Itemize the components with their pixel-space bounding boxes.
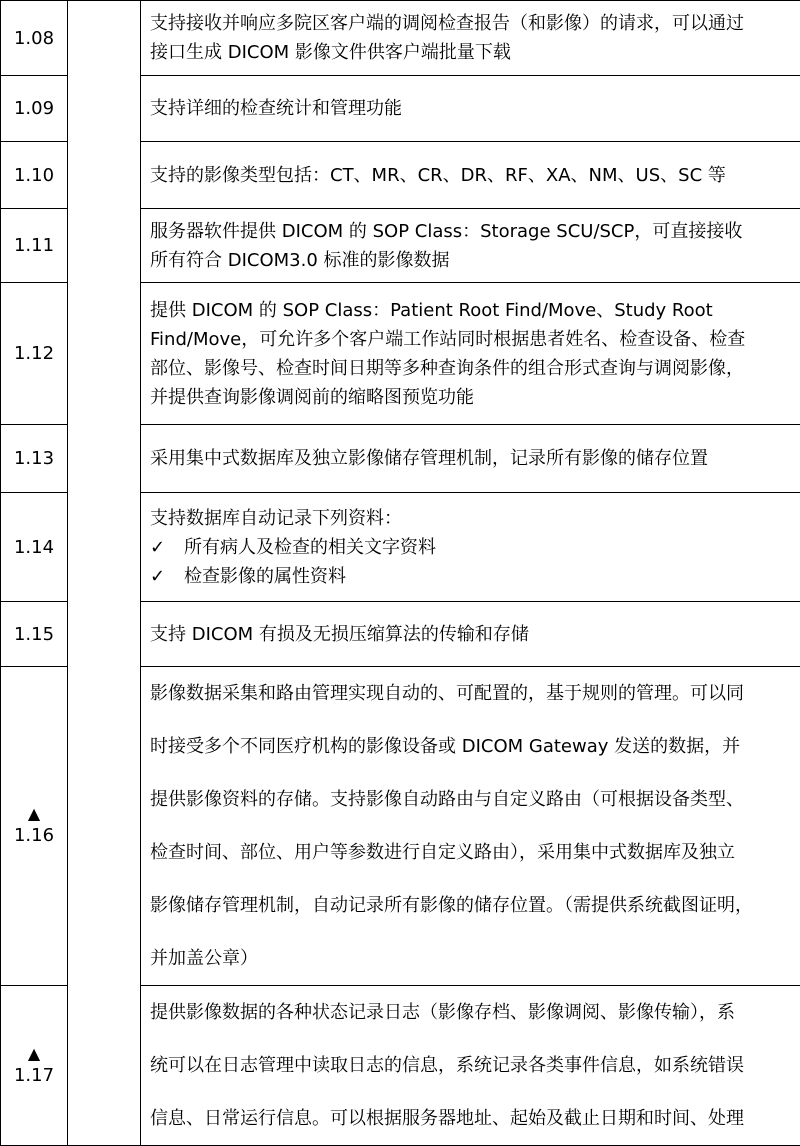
- item-number-text: 1.16: [1, 824, 67, 848]
- item-description: [141, 1, 800, 76]
- checkmark-icon: ✓: [150, 562, 184, 591]
- text-line: 采用集中式数据库及独立影像储存管理机制，记录所有影像的储存位置: [150, 444, 792, 473]
- item-number: 1.12: [1, 283, 68, 425]
- text-line: 部位、影像号、检查时间日期等多种查询条件的组合形式查询与调阅影像，: [150, 354, 792, 383]
- item-description: [141, 283, 800, 425]
- text-line: 时接受多个不同医疗机构的影像设备或 DICOM Gateway 发送的数据，并: [150, 720, 792, 773]
- text-line: 信息、日常运行信息。可以根据服务器地址、起始及截止日期和时间、处理: [150, 1092, 792, 1145]
- triangle-marker-icon: ▲: [1, 1044, 67, 1064]
- item-description: [141, 986, 800, 1146]
- triangle-marker-icon: ▲: [1, 804, 67, 824]
- table-row: [1, 1, 800, 76]
- text-line: 支持的影像类型包括：CT、MR、CR、DR、RF、XA、NM、US、SC 等: [150, 161, 792, 190]
- item-description: [141, 209, 800, 283]
- text-line: 影像储存管理机制，自动记录所有影像的储存位置。（需提供系统截图证明，: [150, 879, 792, 932]
- item-number: [1, 986, 68, 1146]
- text-line: 支持数据库自动记录下列资料：: [150, 504, 792, 533]
- text-line: 支持接收并响应多院区客户端的调阅检查报告（和影像）的请求，可以通过: [150, 9, 792, 38]
- text-line: 检查时间、部位、用户等参数进行自定义路由），采用集中式数据库及独立: [150, 826, 792, 879]
- checklist-item-text: 检查影像的属性资料: [184, 566, 346, 587]
- text-line: 并加盖公章）: [150, 932, 792, 985]
- text-line: 并提供查询影像调阅前的缩略图预览功能: [150, 383, 792, 412]
- item-number: 1.14: [1, 493, 68, 602]
- text-line: 统可以在日志管理中读取日志的信息，系统记录各类事件信息，如系统错误: [150, 1039, 792, 1092]
- text-line: Find/Move，可允许多个客户端工作站同时根据患者姓名、检查设备、检查: [150, 325, 792, 354]
- item-description: [141, 667, 800, 986]
- item-description: [141, 76, 800, 142]
- checklist-item: [150, 533, 792, 562]
- checklist-item: [150, 562, 792, 591]
- checkmark-icon: ✓: [150, 533, 184, 562]
- text-line: 支持详细的检查统计和管理功能: [150, 94, 792, 123]
- item-description: [141, 602, 800, 667]
- item-description: [141, 142, 800, 209]
- checklist-item-text: 所有病人及检查的相关文字资料: [184, 537, 436, 558]
- text-line: 支持 DICOM 有损及无损压缩算法的传输和存储: [150, 620, 792, 649]
- blank-column: [68, 1, 141, 1146]
- text-line: 接口生成 DICOM 影像文件供客户端批量下载: [150, 38, 792, 67]
- text-line: 提供 DICOM 的 SOP Class：Patient Root Find/Move、Study Root: [150, 296, 792, 325]
- item-description: [141, 493, 800, 602]
- text-line: 影像数据采集和路由管理实现自动的、可配置的，基于规则的管理。可以同: [150, 667, 792, 720]
- item-number: 1.10: [1, 142, 68, 209]
- item-number: 1.13: [1, 425, 68, 493]
- item-description: [141, 425, 800, 493]
- item-number: [1, 667, 68, 986]
- item-number-text: 1.17: [1, 1064, 67, 1088]
- text-line: 提供影像资料的存储。支持影像自动路由与自定义路由（可根据设备类型、: [150, 773, 792, 826]
- item-number: 1.09: [1, 76, 68, 142]
- item-number: 1.08: [1, 1, 68, 76]
- item-number: 1.15: [1, 602, 68, 667]
- item-number: 1.11: [1, 209, 68, 283]
- text-line: 提供影像数据的各种状态记录日志（影像存档、影像调阅、影像传输），系: [150, 986, 792, 1039]
- text-line: 所有符合 DICOM3.0 标准的影像数据: [150, 246, 792, 275]
- text-line: 服务器软件提供 DICOM 的 SOP Class：Storage SCU/SCP，可直接接收: [150, 217, 792, 246]
